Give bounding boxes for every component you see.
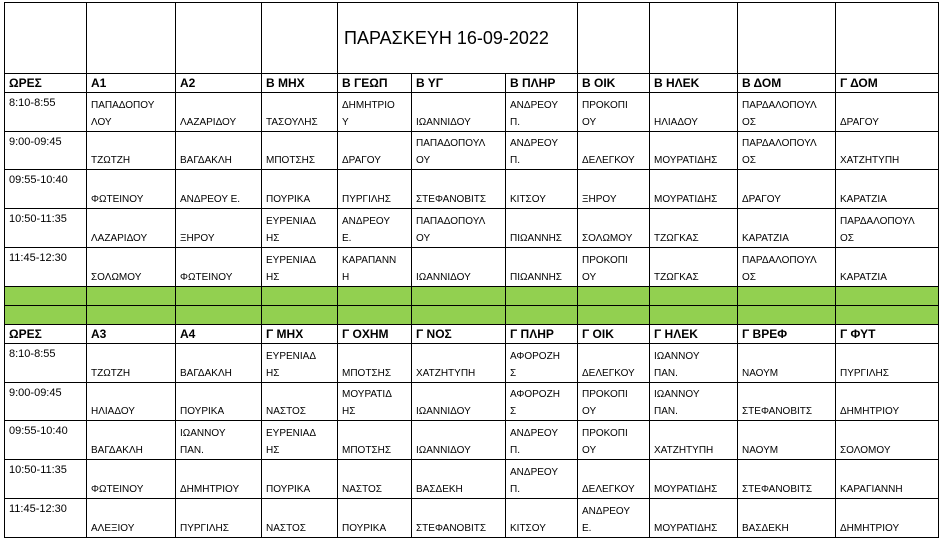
teacher-cell: ΣΤΕΦΑΝΟΒΙΤΣ <box>738 383 836 421</box>
teacher-cell: ΔΕΛΕΓΚΟΥ <box>578 132 650 170</box>
teacher-cell: ΧΑΤΖΗΤΥΠΗ <box>650 421 738 460</box>
teacher-cell: ΑΝΔΡΕΟΥ Π. <box>506 93 578 132</box>
teacher-cell: ΠΟΥΡΙΚΑ <box>262 460 338 499</box>
teacher-cell: ΠΥΡΓΙΛΗΣ <box>836 344 939 383</box>
teacher-cell: ΔΗΜΗΤΡΙΟΥ <box>836 383 939 421</box>
teacher-cell: ΗΛΙΑΔΟΥ <box>650 93 738 132</box>
teacher-cell: ΔΗΜΗΤΡΙΟΥ <box>836 499 939 538</box>
header-cell-class: Γ ΠΛΗΡ <box>506 325 578 344</box>
empty-cell <box>650 3 738 74</box>
empty-cell <box>87 3 176 74</box>
separator-cell <box>176 287 262 306</box>
teacher-cell: ΦΩΤΕΙΝΟΥ <box>87 170 176 209</box>
time-slot-cell: 9:00-09:45 <box>5 383 87 421</box>
teacher-cell: ΜΟΥΡΑΤΙΔΗΣ <box>650 132 738 170</box>
teacher-cell: ΑΝΔΡΕΟΥ Ε. <box>578 499 650 538</box>
separator-cell <box>506 306 578 325</box>
teacher-cell: ΙΩΑΝΝΟΥ ΠΑΝ. <box>176 421 262 460</box>
teacher-cell: ΣΤΕΦΑΝΟΒΙΤΣ <box>412 499 506 538</box>
teacher-cell: ΙΩΑΝΝΟΥ ΠΑΝ. <box>650 344 738 383</box>
separator-cell <box>338 287 412 306</box>
teacher-cell: ΝΑΣΤΟΣ <box>262 499 338 538</box>
teacher-cell: ΚΑΡΑΠΑΝΝ Η <box>338 248 412 287</box>
table-row <box>5 421 939 460</box>
teacher-cell: ΔΡΑΓΟΥ <box>738 170 836 209</box>
teacher-cell: ΔΗΜΗΤΡΙΟ Υ <box>338 93 412 132</box>
teacher-cell: ΠΡΟΚΟΠΙ ΟΥ <box>578 383 650 421</box>
separator-cell <box>738 306 836 325</box>
teacher-cell: ΠΥΡΓΙΛΗΣ <box>338 170 412 209</box>
empty-cell <box>176 3 262 74</box>
teacher-cell: ΜΟΥΡΑΤΙΔΗΣ <box>650 499 738 538</box>
teacher-cell: ΧΑΤΖΗΤΥΠΗ <box>836 132 939 170</box>
separator-row <box>5 306 939 325</box>
time-slot-cell: 09:55-10:40 <box>5 421 87 460</box>
teacher-cell: ΤΖΩΤΖΗ <box>87 132 176 170</box>
separator-cell <box>578 287 650 306</box>
teacher-cell: ΕΥΡΕΝΙΑΔ ΗΣ <box>262 344 338 383</box>
teacher-cell: ΠΟΥΡΙΚΑ <box>262 170 338 209</box>
time-slot-cell: 9:00-09:45 <box>5 132 87 170</box>
teacher-cell: ΛΑΖΑΡΙΔΟΥ <box>176 93 262 132</box>
teacher-cell: ΠΑΠΑΔΟΠΟΥΛ ΟΥ <box>412 209 506 248</box>
teacher-cell: ΗΛΙΑΔΟΥ <box>87 383 176 421</box>
teacher-cell: ΔΕΛΕΓΚΟΥ <box>578 460 650 499</box>
teacher-cell: ΠΑΡΔΑΛΟΠΟΥΛ ΟΣ <box>738 132 836 170</box>
header-cell-class: Γ ΟΧΗΜ <box>338 325 412 344</box>
separator-cell <box>262 306 338 325</box>
teacher-cell: ΠΥΡΓΙΛΗΣ <box>176 499 262 538</box>
time-slot-cell: 8:10-8:55 <box>5 344 87 383</box>
teacher-cell: ΞΗΡΟΥ <box>176 209 262 248</box>
teacher-cell: ΠΑΡΔΑΛΟΠΟΥΛ ΟΣ <box>738 93 836 132</box>
teacher-cell: ΔΕΛΕΓΚΟΥ <box>578 344 650 383</box>
header-cell-class: Β ΥΓ <box>412 74 506 93</box>
header-cell-class: Γ ΝΟΣ <box>412 325 506 344</box>
time-slot-cell: 8:10-8:55 <box>5 93 87 132</box>
teacher-cell: ΠΡΟΚΟΠΙ ΟΥ <box>578 248 650 287</box>
teacher-cell: ΠΟΥΡΙΚΑ <box>176 383 262 421</box>
teacher-cell: ΞΗΡΟΥ <box>578 170 650 209</box>
teacher-cell: ΜΠΟΤΣΗΣ <box>338 421 412 460</box>
teacher-cell: ΙΩΑΝΝΟΥ ΠΑΝ. <box>650 383 738 421</box>
header-cell-class: Γ ΒΡΕΦ <box>738 325 836 344</box>
teacher-cell: ΠΙΩΑΝΝΗΣ <box>506 209 578 248</box>
teacher-cell: ΠΙΩΑΝΝΗΣ <box>506 248 578 287</box>
separator-cell <box>5 306 87 325</box>
header-cell-class: Β ΓΕΩΠ <box>338 74 412 93</box>
teacher-cell: ΤΖΩΓΚΑΣ <box>650 209 738 248</box>
teacher-cell: ΣΤΕΦΑΝΟΒΙΤΣ <box>412 170 506 209</box>
teacher-cell: ΦΩΤΕΙΝΟΥ <box>87 460 176 499</box>
table-row <box>5 132 939 170</box>
teacher-cell: ΕΥΡΕΝΙΑΔ ΗΣ <box>262 248 338 287</box>
header-cell-class: Β ΔΟΜ <box>738 74 836 93</box>
separator-row <box>5 287 939 306</box>
header-cell-class: Β ΗΛΕΚ <box>650 74 738 93</box>
separator-cell <box>338 306 412 325</box>
table-row <box>5 344 939 383</box>
empty-cell <box>578 3 650 74</box>
teacher-cell: ΑΝΔΡΕΟΥ Π. <box>506 421 578 460</box>
teacher-cell: ΑΦΟΡΟΖΗ Σ <box>506 383 578 421</box>
teacher-cell: ΑΝΔΡΕΟΥ Π. <box>506 132 578 170</box>
table-row <box>5 93 939 132</box>
teacher-cell: ΒΑΓΔΑΚΛΗ <box>176 132 262 170</box>
teacher-cell: ΠΟΥΡΙΚΑ <box>338 499 412 538</box>
teacher-cell: ΚΑΡΑΤΖΙΑ <box>738 209 836 248</box>
teacher-cell: ΙΩΑΝΝΙΔΟΥ <box>412 421 506 460</box>
empty-cell <box>738 3 836 74</box>
teacher-cell: ΧΑΤΖΗΤΥΠΗ <box>412 344 506 383</box>
teacher-cell: ΚΑΡΑΤΖΙΑ <box>836 248 939 287</box>
table-row <box>5 383 939 421</box>
time-slot-cell: 11:45-12:30 <box>5 499 87 538</box>
header-cell-class: Α3 <box>87 325 176 344</box>
empty-cell <box>836 3 939 74</box>
teacher-cell: ΣΤΕΦΑΝΟΒΙΤΣ <box>738 460 836 499</box>
separator-cell <box>738 287 836 306</box>
teacher-cell: ΙΩΑΝΝΙΔΟΥ <box>412 93 506 132</box>
time-slot-cell: 09:55-10:40 <box>5 170 87 209</box>
header-cell-class: Γ ΟΙΚ <box>578 325 650 344</box>
separator-cell <box>262 287 338 306</box>
teacher-cell: ΚΑΡΑΤΖΙΑ <box>836 170 939 209</box>
header-cell-class: Γ ΜΗΧ <box>262 325 338 344</box>
empty-cell <box>5 3 87 74</box>
teacher-cell: ΝΑΣΤΟΣ <box>338 460 412 499</box>
teacher-cell: ΑΝΔΡΕΟΥ Ε. <box>176 170 262 209</box>
separator-cell <box>578 306 650 325</box>
teacher-cell: ΠΑΠΑΔΟΠΟΥ ΛΟΥ <box>87 93 176 132</box>
teacher-cell: ΒΑΓΔΑΚΛΗ <box>87 421 176 460</box>
teacher-cell: ΤΑΣΟΥΛΗΣ <box>262 93 338 132</box>
teacher-cell: ΣΟΛΩΜΟΥ <box>578 209 650 248</box>
separator-cell <box>176 306 262 325</box>
header-cell-class: Γ ΗΛΕΚ <box>650 325 738 344</box>
header-cell-class: Α4 <box>176 325 262 344</box>
separator-cell <box>87 306 176 325</box>
header-cell-class: Β ΜΗΧ <box>262 74 338 93</box>
time-slot-cell: 10:50-11:35 <box>5 460 87 499</box>
table-row <box>5 460 939 499</box>
header-row <box>5 325 939 344</box>
separator-cell <box>412 287 506 306</box>
teacher-cell: ΚΑΡΑΓΙΑΝΝΗ <box>836 460 939 499</box>
teacher-cell: ΜΠΟΤΣΗΣ <box>338 344 412 383</box>
table-row <box>5 209 939 248</box>
title-row <box>5 3 939 74</box>
teacher-cell: ΤΖΩΓΚΑΣ <box>650 248 738 287</box>
separator-cell <box>412 306 506 325</box>
header-cell-class: Γ ΦΥΤ <box>836 325 939 344</box>
teacher-cell: ΑΛΕΞΙΟΥ <box>87 499 176 538</box>
teacher-cell: ΚΙΤΣΟΥ <box>506 499 578 538</box>
header-cell-class: Β ΠΛΗΡ <box>506 74 578 93</box>
teacher-cell: ΑΝΔΡΕΟΥ Ε. <box>338 209 412 248</box>
teacher-cell: ΦΩΤΕΙΝΟΥ <box>176 248 262 287</box>
header-cell-class: Β ΟΙΚ <box>578 74 650 93</box>
teacher-cell: ΠΑΡΔΑΛΟΠΟΥΛ ΟΣ <box>836 209 939 248</box>
teacher-cell: ΔΗΜΗΤΡΙΟΥ <box>176 460 262 499</box>
teacher-cell: ΑΦΟΡΟΖΗ Σ <box>506 344 578 383</box>
separator-cell <box>5 287 87 306</box>
teacher-cell: ΝΑΟΥΜ <box>738 421 836 460</box>
teacher-cell: ΜΟΥΡΑΤΙΔΗΣ <box>650 170 738 209</box>
teacher-cell: ΠΑΡΔΑΛΟΠΟΥΛ ΟΣ <box>738 248 836 287</box>
teacher-cell: ΜΟΥΡΑΤΙΔ ΗΣ <box>338 383 412 421</box>
header-cell-hours: ΩΡΕΣ <box>5 325 87 344</box>
teacher-cell: ΝΑΣΤΟΣ <box>262 383 338 421</box>
table-row <box>5 170 939 209</box>
empty-cell <box>262 3 338 74</box>
separator-cell <box>650 287 738 306</box>
teacher-cell: ΜΟΥΡΑΤΙΔΗΣ <box>650 460 738 499</box>
teacher-cell: ΒΑΣΔΕΚΗ <box>738 499 836 538</box>
teacher-cell: ΤΖΩΤΖΗ <box>87 344 176 383</box>
table-row <box>5 248 939 287</box>
time-slot-cell: 10:50-11:35 <box>5 209 87 248</box>
teacher-cell: ΛΑΖΑΡΙΔΟΥ <box>87 209 176 248</box>
teacher-cell: ΝΑΟΥΜ <box>738 344 836 383</box>
separator-cell <box>836 306 939 325</box>
teacher-cell: ΚΙΤΣΟΥ <box>506 170 578 209</box>
teacher-cell: ΒΑΓΔΑΚΛΗ <box>176 344 262 383</box>
teacher-cell: ΒΑΣΔΕΚΗ <box>412 460 506 499</box>
table-row <box>5 499 939 538</box>
header-cell-hours: ΩΡΕΣ <box>5 74 87 93</box>
teacher-cell: ΙΩΑΝΝΙΔΟΥ <box>412 248 506 287</box>
header-cell-class: Α2 <box>176 74 262 93</box>
schedule-body <box>5 3 939 538</box>
teacher-cell: ΣΟΛΟΜΟΥ <box>836 421 939 460</box>
teacher-cell: ΔΡΑΓΟΥ <box>836 93 939 132</box>
teacher-cell: ΕΥΡΕΝΙΑΔ ΗΣ <box>262 209 338 248</box>
schedule-table <box>4 2 939 538</box>
page-title: ΠΑΡΑΣΚΕΥΗ 16-09-2022 <box>338 3 578 74</box>
teacher-cell: ΙΩΑΝΝΙΔΟΥ <box>412 383 506 421</box>
teacher-cell: ΕΥΡΕΝΙΑΔ ΗΣ <box>262 421 338 460</box>
separator-cell <box>87 287 176 306</box>
separator-cell <box>506 287 578 306</box>
separator-cell <box>836 287 939 306</box>
teacher-cell: ΑΝΔΡΕΟΥ Π. <box>506 460 578 499</box>
teacher-cell: ΠΡΟΚΟΠΙ ΟΥ <box>578 93 650 132</box>
header-cell-class: Γ ΔΟΜ <box>836 74 939 93</box>
separator-cell <box>650 306 738 325</box>
teacher-cell: ΠΡΟΚΟΠΙ ΟΥ <box>578 421 650 460</box>
header-row <box>5 74 939 93</box>
header-cell-class: Α1 <box>87 74 176 93</box>
time-slot-cell: 11:45-12:30 <box>5 248 87 287</box>
teacher-cell: ΔΡΑΓΟΥ <box>338 132 412 170</box>
teacher-cell: ΜΠΟΤΣΗΣ <box>262 132 338 170</box>
teacher-cell: ΠΑΠΑΔΟΠΟΥΛ ΟΥ <box>412 132 506 170</box>
teacher-cell: ΣΟΛΩΜΟΥ <box>87 248 176 287</box>
